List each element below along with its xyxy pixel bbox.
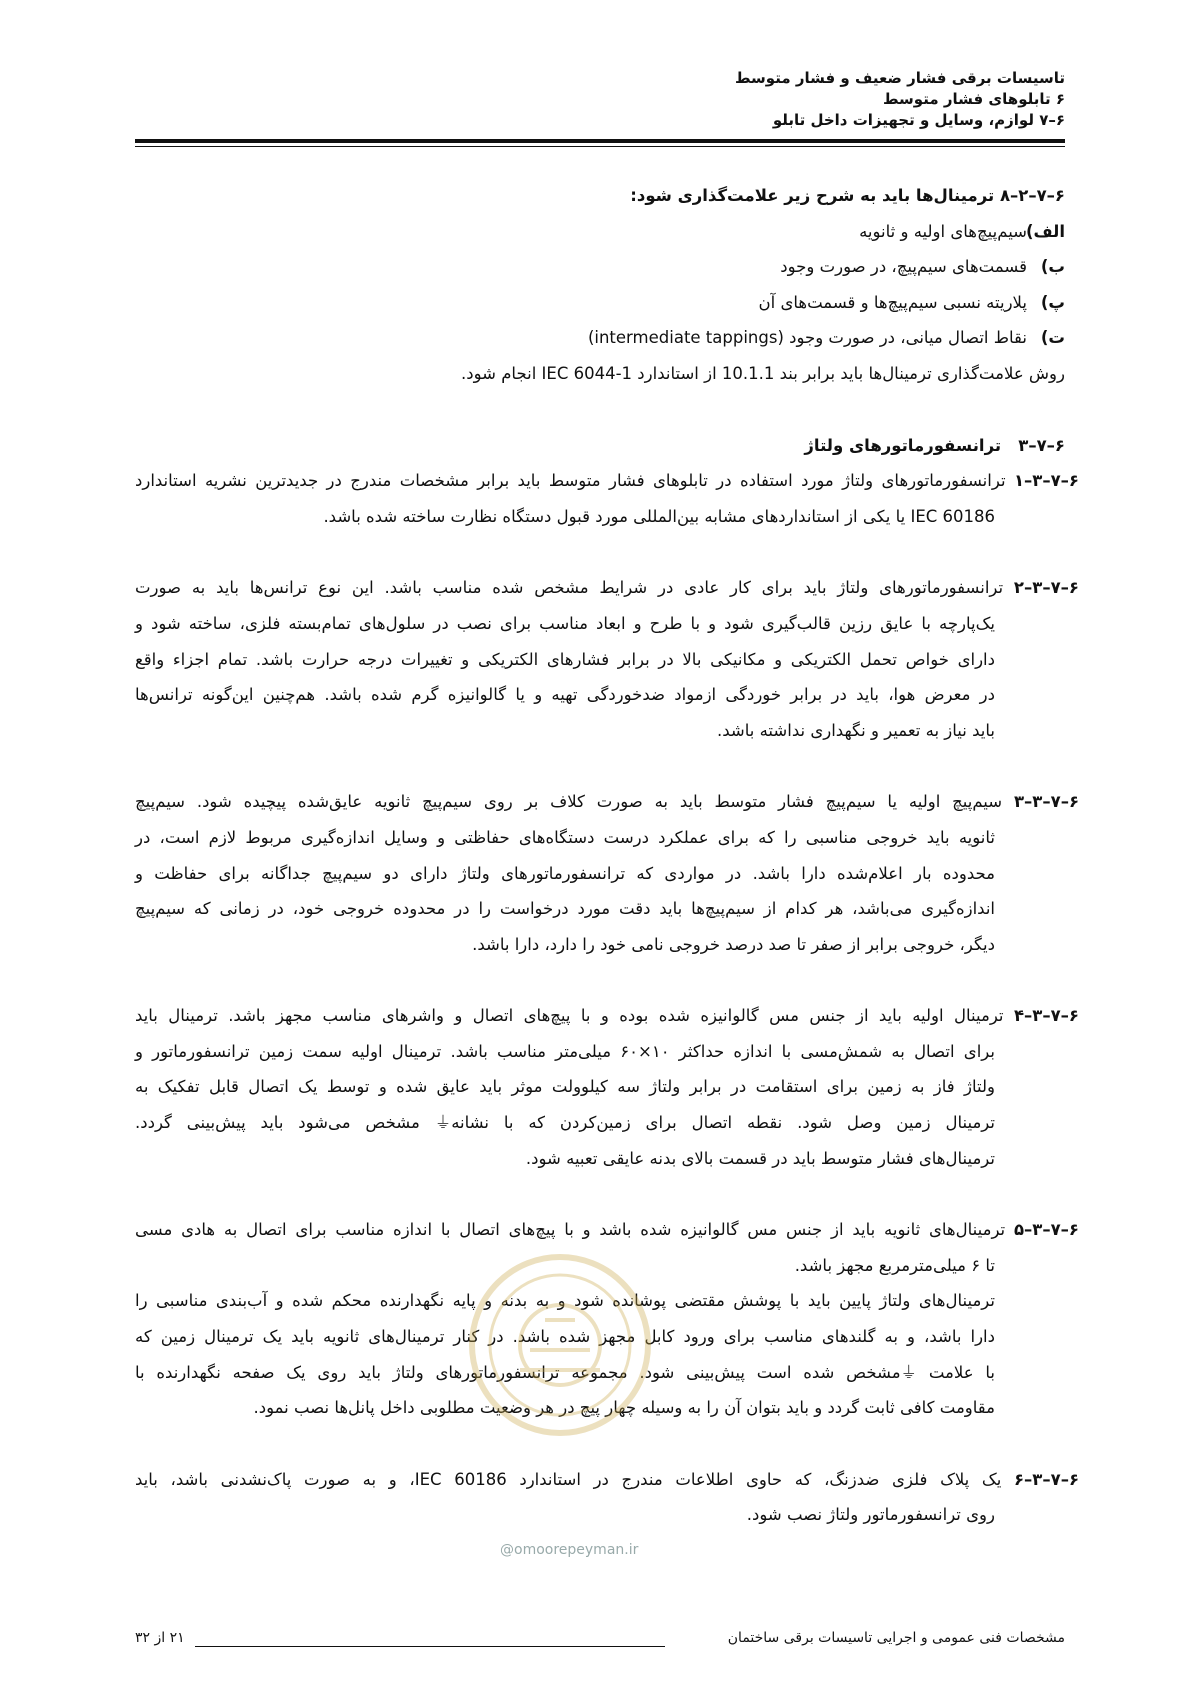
- paragraph-4-line: ولتاژ فاز به زمین برای استقامت در برابر ولتاژ سه کیلوولت موثر باید عایق شده و توسط یک اتصال قابل تفکیک به: [135, 1077, 995, 1097]
- page-footer: [135, 1630, 1065, 1650]
- list-item: [135, 214, 1065, 250]
- section-title: ترانسفورماتورهای ولتاژ: [804, 435, 1002, 455]
- header-book-title: تاسیسات برقی فشار ضعیف و فشار متوسط: [734, 69, 1065, 87]
- paragraph-6-line: [135, 1462, 1079, 1498]
- page-header: [735, 68, 1065, 131]
- spacer: [135, 392, 1065, 428]
- paragraph-number: ۶–۷–۳–۵: [1013, 1220, 1079, 1240]
- paragraph-number: ۶–۷–۳–۴: [1013, 1006, 1079, 1026]
- list-text: قسمت‌های سیم‌پیچ، در صورت وجود: [780, 257, 1027, 277]
- paragraph-2-line: در معرض هوا، باید در برابر خوردگی ازمواد ضدخوردگی تهیه و یا گالوانیزه گرم شده باشد. هم‌چنین این‌گونه ترانس‌ها: [135, 685, 995, 705]
- spacer: [135, 534, 1065, 570]
- paragraph-2-line: [135, 570, 1079, 606]
- list-item: [135, 249, 1065, 285]
- paragraph-3-line: دیگر، خروجی برابر از صفر تا صد درصد خروجی نامی خود را دارد، دارا باشد.: [472, 934, 995, 954]
- list-item: [135, 285, 1065, 321]
- paragraph-number: ۶–۷–۳–۲: [1013, 578, 1079, 598]
- paragraph-5-line: ترمینال‌های ولتاژ پایین باید با پوشش مقتضی پوشانده شود و به بدنه و پایه نگهدارنده محکم شده و آب‌بندی مناسبی را: [135, 1291, 995, 1311]
- header-rule-thick: [135, 139, 1065, 143]
- list-label: الف): [1025, 221, 1065, 241]
- section-tail-text: روش علامت‌گذاری ترمینال‌ها باید برابر بند 10.1.1 از استاندارد IEC 6044-1 انجام شود.: [461, 363, 1065, 383]
- list-item: [135, 320, 1065, 356]
- spacer: [135, 748, 1065, 784]
- paragraph-1-line: [135, 463, 1079, 499]
- paragraph-number: ۶–۷–۳–۶: [1013, 1469, 1080, 1489]
- paragraph-5-line: دارا باشد، و به گلندهای مناسب برای ورود کابل مجهز شده باشد. در کنار ترمینال‌های ثانویه باید یک ترمینال زمین که: [135, 1327, 995, 1347]
- header-section: ۶–۷ لوازم، وسایل و تجهیزات داخل تابلو: [772, 111, 1065, 129]
- paragraph-2-line: باید نیاز به تعمیر و نگهداری نداشته باشد.: [716, 720, 995, 740]
- paragraph-5-line: [135, 1212, 1079, 1248]
- footer-rule: [195, 1646, 665, 1647]
- list-text: نقاط اتصال میانی، در صورت وجود (intermediate tappings): [587, 328, 1027, 348]
- paragraph-text: ترانسفورماتورهای ولتاژ مورد استفاده در تابلوهای فشار متوسط باید برابر مشخصات مندرج در جدیدترین نشریه استاندارد: [135, 471, 1006, 491]
- paragraph-3-line: محدوده بار اعلام‌شده دارا باشد. در مواردی که ترانسفورماتورهای ولتاژ دارای دو سیم‌پیچ جداگانه برای حفاظت و: [135, 863, 995, 883]
- paragraph-2-line: یک‌پارچه با عایق رزین قالب‌گیری شود و با طرح و ابعاد مناسب برای نصب در سلول‌های تمام‌بسته فلزی، ساخته شود و: [135, 613, 995, 633]
- header-chapter: ۶ تابلوهای فشار متوسط: [882, 90, 1065, 108]
- paragraph-5-line: تا ۶ میلی‌مترمربع مجهز باشد.: [794, 1255, 995, 1275]
- page-number: ۲۱ از ۳۲: [135, 1630, 185, 1646]
- list-label: ب): [1040, 257, 1065, 277]
- list-text: پلاریته نسبی سیم‌پیچ‌ها و قسمت‌های آن: [758, 292, 1027, 312]
- paragraph-text: یک پلاک فلزی ضدزنگ، که حاوی اطلاعات مندرج در استاندارد IEC 60186، و به صورت پاک‌نشدنی باشد، باید: [135, 1469, 1002, 1489]
- paragraph-4-line: [135, 998, 1079, 1034]
- list-text: سیم‌پیچ‌های اولیه و ثانویه: [859, 221, 1027, 241]
- section-heading-3: [135, 428, 1065, 464]
- paragraph-2-line: دارای خواص تحمل الکتریکی و مکانیکی بالا در برابر فشارهای الکتریکی و تغییرات درجه حرارت باشد. تمام اجزاء واقع: [135, 649, 995, 669]
- paragraph-text: ترمینال‌های ثانویه باید از جنس مس گالوانیزه شده باشد و با پیچ‌های اتصال با اندازه مناسب برای اتصال به هادی مسی: [135, 1220, 1006, 1240]
- paragraph-1-line: IEC 60186 یا یکی از استانداردهای مشابه بین‌المللی مورد قبول دستگاه نظارت ساخته شده باشد.: [323, 506, 995, 526]
- section-number: ۶–۷–۳: [1018, 435, 1065, 455]
- paragraph-4-line: برای اتصال به شمش‌مسی با اندازه حداکثر ۱۰×۶۰ میلی‌متر مناسب باشد. ترمینال اولیه سمت زمین ترانسفورماتور و: [135, 1041, 995, 1061]
- footer-title: مشخصات فنی عمومی و اجرایی تاسیسات برقی ساختمان: [727, 1630, 1065, 1646]
- paragraph-4-line: ترمینال زمین وصل شود. نقطه اتصال برای زمین‌کردن که با نشانه⏚ مشخص می‌شود باید پیش‌بینی گردد.: [135, 1113, 995, 1133]
- section-heading-8: ۶–۷–۲–۸ ترمینال‌ها باید به شرح زیر علامت‌گذاری شود:: [630, 186, 1065, 205]
- watermark-seal-icon: [445, 1250, 675, 1440]
- paragraph-3-line: ثانویه باید خروجی مناسبی را که برای عملکرد درست دستگاه‌های حفاظتی و وسایل اندازه‌گیری مربوط لازم است، در: [135, 827, 995, 847]
- paragraph-text: ترمینال اولیه باید از جنس مس گالوانیزه شده بوده و با پیچ‌های اتصال و واشرهای مناسب مجهز باشد. ترمینال باید: [135, 1006, 1004, 1026]
- spacer: [135, 1176, 1065, 1212]
- watermark-url: @omoorepeyman.ir: [500, 1542, 639, 1558]
- paragraph-5-line: با علامت ⏚مشخص شده است پیش‌بینی شود. مجموعه ترانسفورماتورهای ولتاژ باید روی یک صفحه نگهدارنده با: [135, 1362, 995, 1382]
- paragraph-number: ۶–۷–۳–۳: [1013, 792, 1080, 812]
- paragraph-text: سیم‌پیچ اولیه یا سیم‌پیچ فشار متوسط باید به صورت کلاف بر روی سیم‌پیچ ثانویه عایق‌شده پیچیده شود. سیم‌پیچ: [135, 792, 1003, 812]
- paragraph-4-line: ترمینال‌های فشار متوسط باید در قسمت بالای بدنه عایقی تعبیه شود.: [525, 1148, 995, 1168]
- paragraph-5-line: مقاومت کافی ثابت گردد و باید بتوان آن را به وسیله چهار پیچ در هر وضعیت مطلوبی داخل پانل‌ها نصب نمود.: [253, 1398, 995, 1418]
- spacer: [135, 962, 1065, 998]
- list-label: پ): [1040, 292, 1065, 312]
- paragraph-text: ترانسفورماتورهای ولتاژ باید برای کار عادی در شرایط مشخص شده مناسب باشد. این نوع ترانس‌ها باید به صورت: [135, 578, 1004, 598]
- list-label: ت): [1040, 328, 1065, 348]
- paragraph-3-line: اندازه‌گیری می‌باشد، هر کدام از سیم‌پیچ‌ها باید دقت مورد درخواست را در محدوده خروجی خود، در زمانی که سیم‌پیچ: [135, 899, 995, 919]
- paragraph-number: ۶–۷–۳–۱: [1013, 471, 1079, 491]
- header-rule-thin: [135, 146, 1065, 147]
- paragraph-3-line: [135, 784, 1079, 820]
- paragraph-6-line: روی ترانسفورماتور ولتاژ نصب شود.: [746, 1505, 995, 1525]
